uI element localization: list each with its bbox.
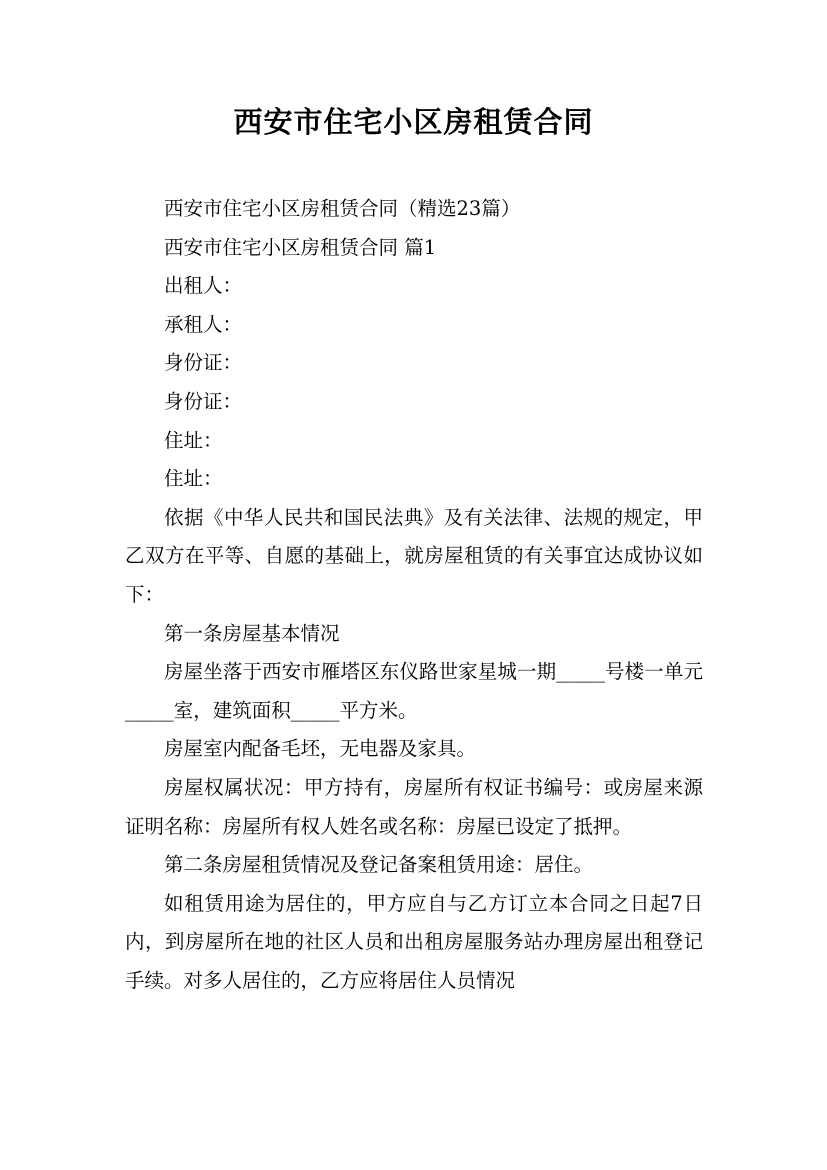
paragraph: 依据《中华人民共和国民法典》及有关法律、法规的规定，甲乙双方在平等、自愿的基础上，就房屋租赁的有关事宜达成协议如下： [125,505,703,606]
paragraph: 身份证： [164,351,243,375]
paragraph: 如租赁用途为居住的，甲方应自与乙方订立本合同之日起7日内，到房屋所在地的社区人员和出租房屋服务站办理房屋出租登记手续。对多人居住的，乙方应将居住人员情况 [125,891,703,992]
paragraph: 西安市住宅小区房租赁合同 篇1 [164,235,437,259]
section-heading: 第一条房屋基本情况 [164,621,340,645]
paragraph: 房屋坐落于西安市雁塔区东仪路世家星城一期_____号楼一单元_____室，建筑面积_____平方米。 [125,660,703,722]
paragraph: 承租人： [164,312,243,336]
paragraph: 住址： [164,428,223,452]
document-body [125,190,703,1000]
paragraph: 身份证： [164,389,243,413]
paragraph: 出租人： [164,274,243,298]
paragraph: 房屋室内配备毛坯，无电器及家具。 [164,737,477,761]
paragraph: 西安市住宅小区房租赁合同（精选23篇） [164,197,521,220]
paragraph: 房屋权属状况：甲方持有，房屋所有权证书编号：或房屋来源证明名称：房屋所有权人姓名或名称：房屋已设定了抵押。 [125,775,703,838]
paragraph: 住址： [164,467,223,491]
section-heading: 第二条房屋租赁情况及登记备案租赁用途：居住。 [164,853,594,877]
document-title: 西安市住宅小区房租赁合同 [233,105,594,139]
